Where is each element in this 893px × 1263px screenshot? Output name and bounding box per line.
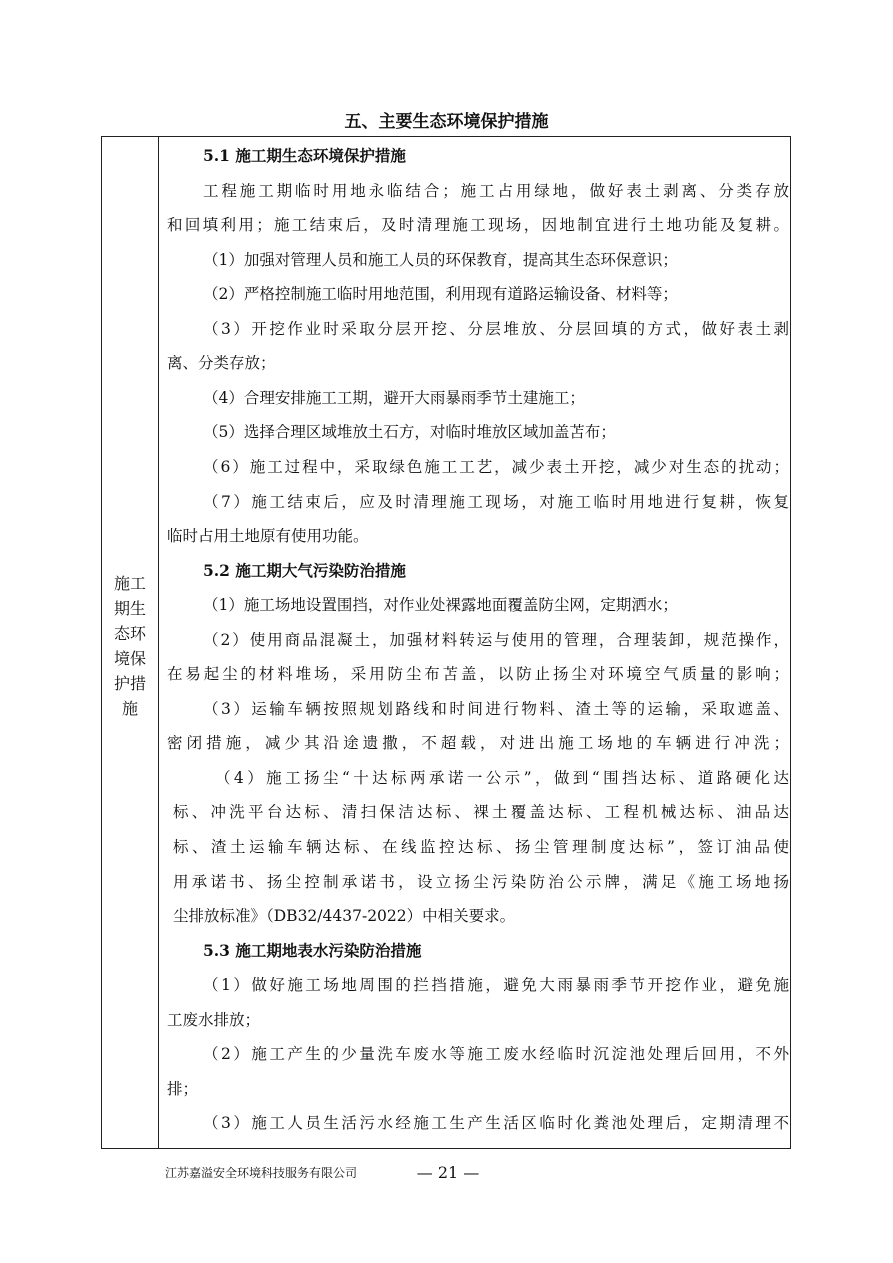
page-footer [0,1160,893,1186]
text-line: （2）严格控制施工临时用地范围，利用现有道路运输设备、材料等； [203,285,678,304]
text-line: 用承诺书、扬尘控制承诺书，设立扬尘污染防治公示牌，满足《施工场地扬 [173,872,793,891]
text-line: 标、冲洗平台达标、清扫保洁达标、裸土覆盖达标、工程机械达标、油品达 [173,803,793,822]
text-line: （2）使用商品混凝土，加强材料转运与使用的管理，合理装卸，规范操作， [203,630,791,649]
text-line: （1）做好施工场地周围的拦挡措施，避免大雨暴雨季节开挖作业，避免施 [203,976,792,995]
text-line: 标、渣土运输车辆达标、在线监控达标、扬尘管理制度达标”，签订油品使 [173,838,793,856]
row-header-construction-ecology [102,571,158,721]
text-line: 尘排放标准》（DB32/4437-2022）中相关要求。 [173,907,516,926]
row-header-text: 施工 [113,574,146,593]
text-line: （4）施工扬尘“十达标两承诺一公示”，做到“围挡达标、道路硬化达 [215,768,793,787]
row-header-text: 期生 [113,599,146,618]
text-line: 密闭措施，减少其沿途遗撒，不超载，对进出施工场地的车辆进行冲洗； [167,734,794,753]
row-header-text: 护措 [113,674,146,693]
text-line: 和回填利用；施工结束后，及时清理施工现场，因地制宜进行土地功能及复耕。 [167,216,792,235]
page-number: — 21 — [416,1163,480,1182]
text-line: （2）施工产生的少量洗车废水等施工废水经临时沉淀池处理后回用，不外 [203,1045,792,1064]
text-line: （3）开挖作业时采取分层开挖、分层堆放、分层回填的方式，做好表土剥 [203,319,792,338]
text-line: （7）施工结束后，应及时清理施工现场，对施工临时用地进行复耕，恢复 [203,492,792,511]
text-line: （5）选择合理区域堆放土石方，对临时堆放区域加盖苫布； [203,423,616,442]
section-title: 五、主要生态环境保护措施 [344,112,549,132]
text-line: （1）加强对管理人员和施工人员的环保教育，提高其生态环保意识； [203,250,678,269]
text-line: 离、分类存放； [167,354,276,373]
text-line: 工废水排放； [167,1010,261,1029]
row-header-text: 境保 [113,649,146,668]
footer-company: 江苏嘉溢安全环境科技服务有限公司 [165,1166,358,1180]
measures-table [101,136,794,1149]
subsection-heading: 5.2 施工期大气污染防治措施 [203,560,406,580]
row-header-text: 施 [121,699,138,718]
text-line: 在易起尘的材料堆场，采用防尘布苫盖，以防止扬尘对环境空气质量的影响； [167,665,792,684]
text-line: （4）合理安排施工工期，避开大雨暴雨季节土建施工； [203,388,585,407]
text-line: （1）施工场地设置围挡，对作业处裸露地面覆盖防尘网，定期洒水； [203,596,678,615]
text-line: 工程施工期临时用地永临结合；施工占用绿地，做好表土剥离、分类存放 [203,181,792,200]
text-line: （3）运输车辆按照规划路线和时间进行物料、渣土等的运输，采取遮盖、 [203,699,792,718]
text-line: 排； [167,1079,199,1098]
text-line: （6）施工过程中，采取绿色施工工艺，减少表土开挖，减少对生态的扰动； [203,457,791,476]
subsection-heading: 5.1 施工期生态环境保护措施 [203,146,406,165]
column-divider [158,137,159,1148]
text-line: 临时占用土地原有使用功能。 [167,527,369,546]
subsection-heading: 5.3 施工期地表水污染防治措施 [203,940,422,960]
text-line: （3）施工人员生活污水经施工生产生活区临时化粪池处理后，定期清理不 [203,1114,792,1133]
row-header-text: 态环 [113,624,146,643]
